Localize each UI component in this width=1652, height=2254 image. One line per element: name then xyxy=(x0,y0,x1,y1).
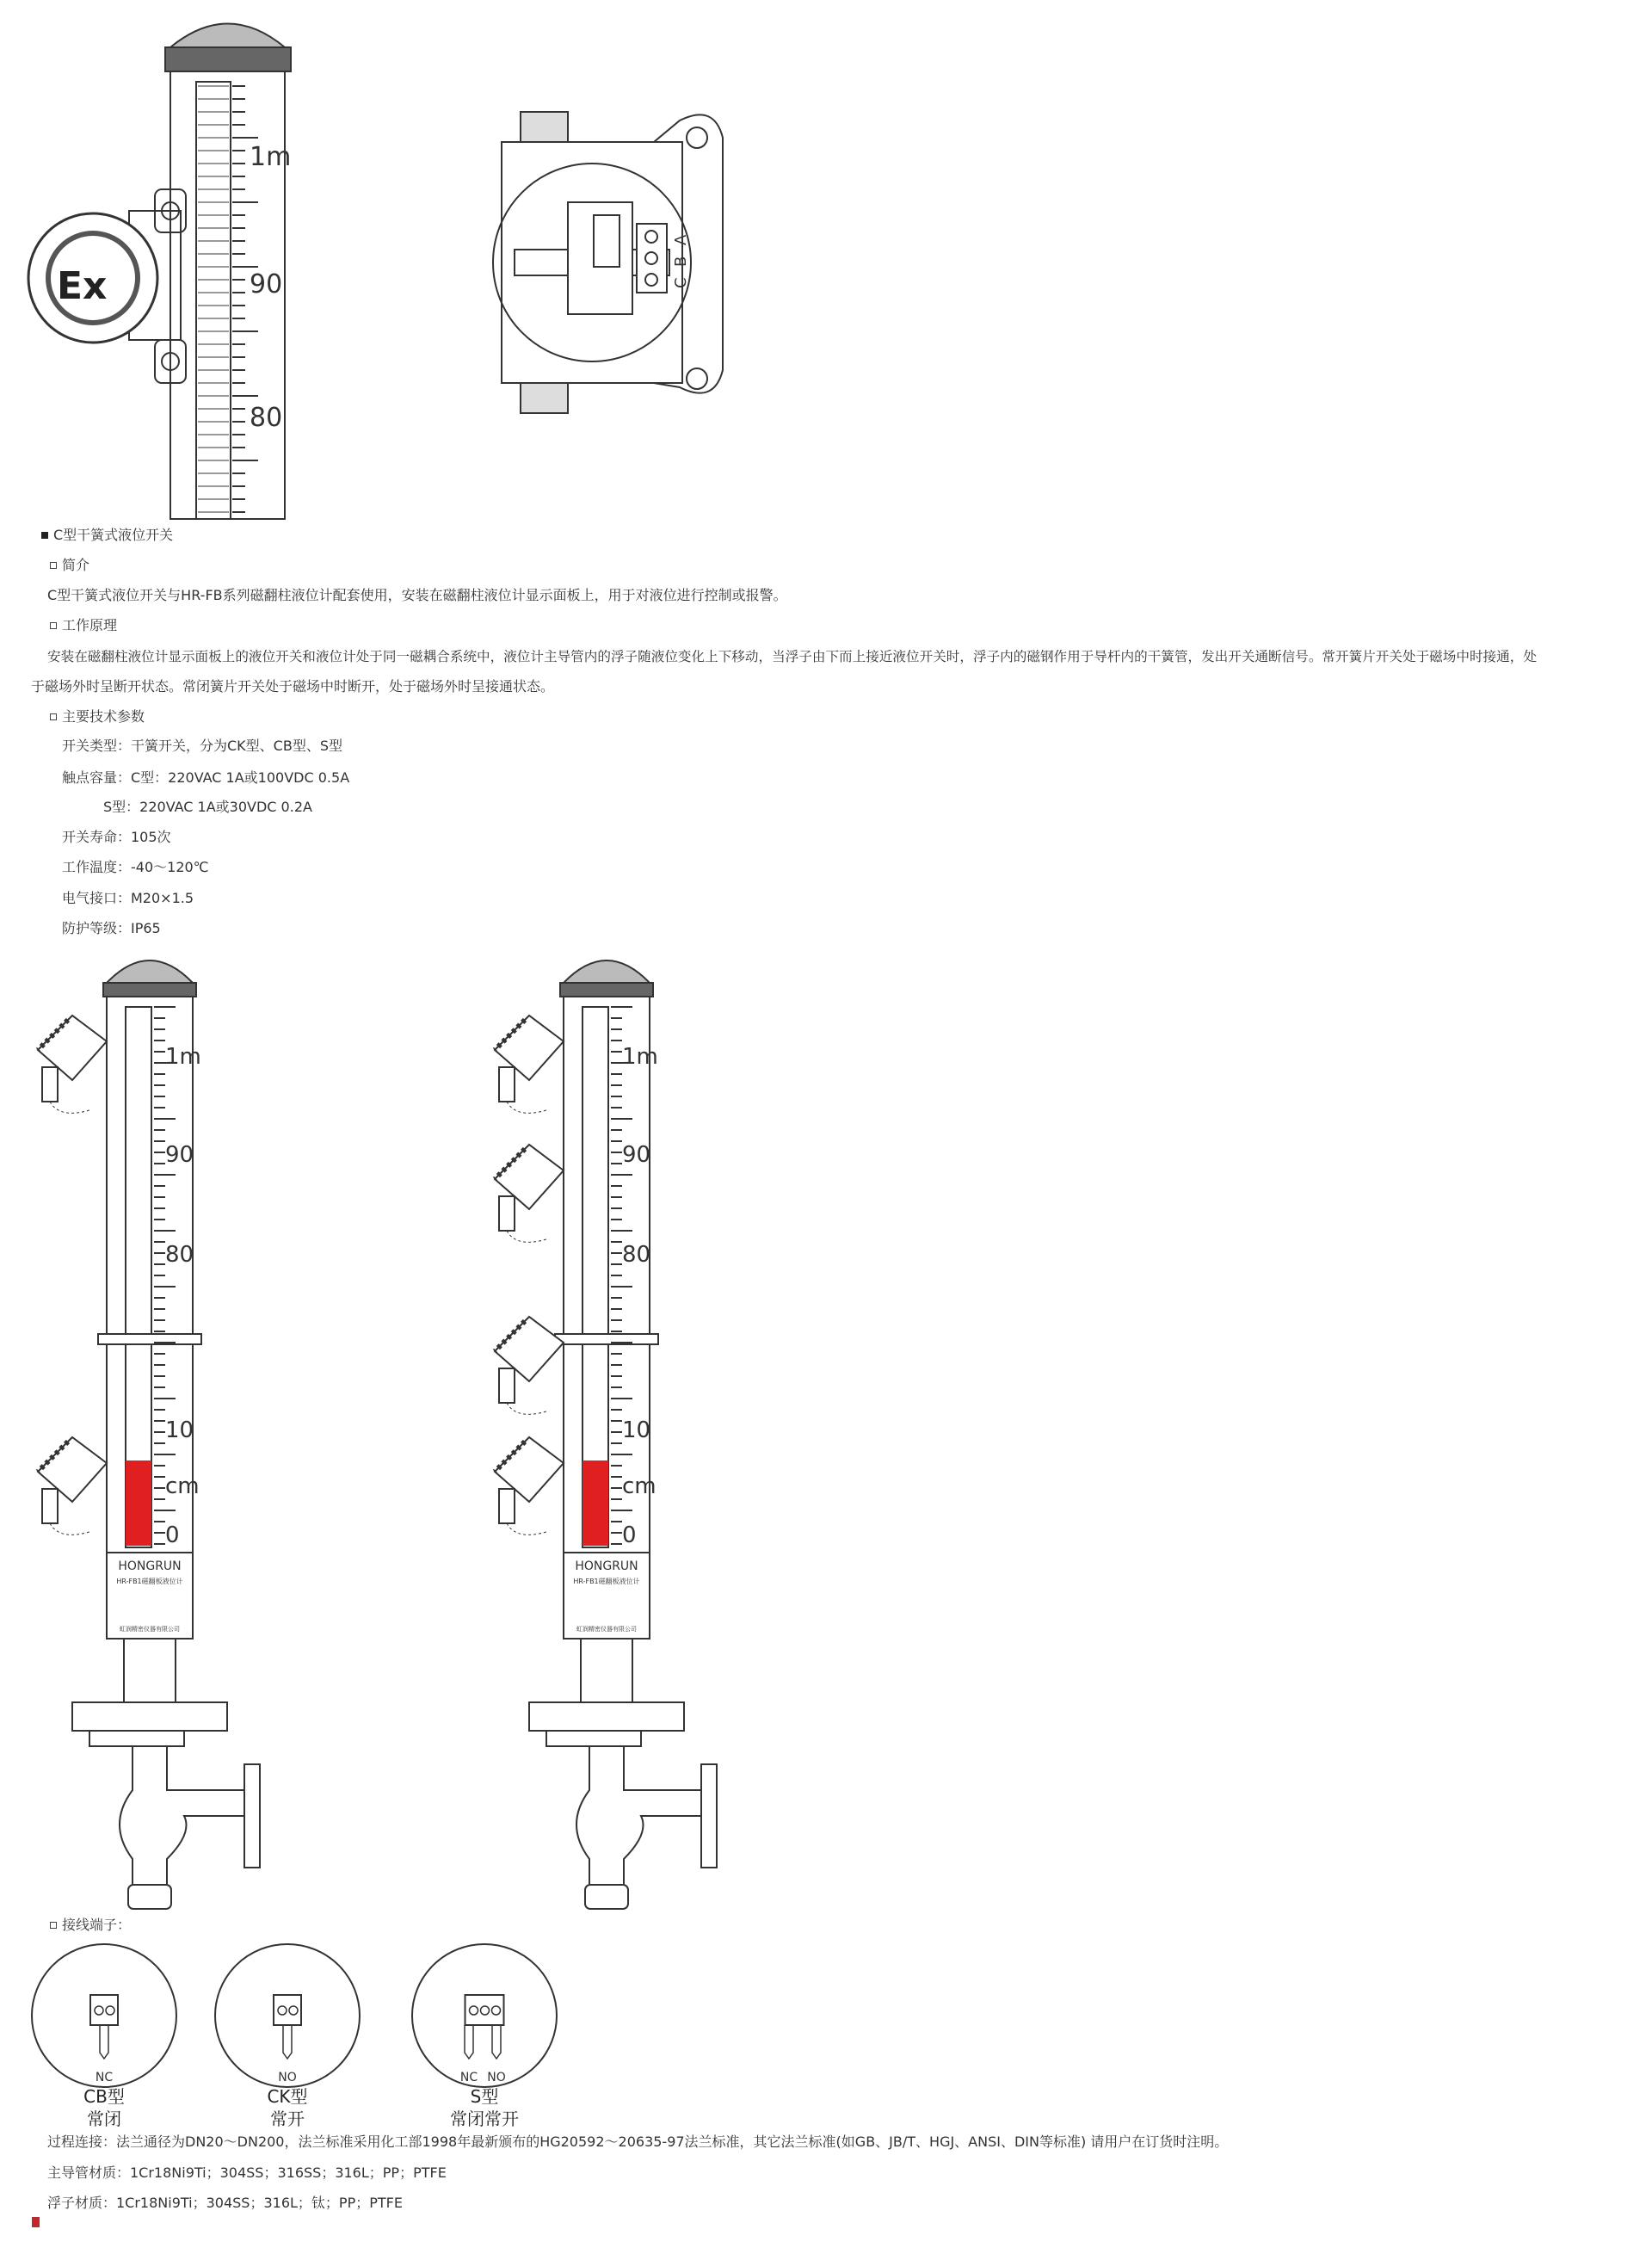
reed-lead xyxy=(100,2025,108,2059)
cap-band xyxy=(560,983,653,997)
scale-mark: 90 xyxy=(250,269,283,300)
svg-text:C: C xyxy=(672,277,690,288)
bolts xyxy=(546,1731,641,1746)
flange xyxy=(529,1702,684,1731)
ex-mark: Ex xyxy=(57,264,108,308)
valve-body xyxy=(120,1746,244,1885)
terminal-circle xyxy=(412,1944,557,2087)
scale-mark: 0 xyxy=(165,1522,180,1548)
params-heading: 主要技术参数 xyxy=(50,708,145,726)
bullet-icon xyxy=(41,532,48,539)
junction-box-drawing xyxy=(493,112,723,413)
brand-label: HONGRUN xyxy=(575,1559,638,1573)
pin-label: NC xyxy=(95,2071,114,2084)
scale-mark: 90 xyxy=(622,1142,651,1168)
switch-head xyxy=(495,1317,564,1381)
bullet-icon xyxy=(50,622,57,629)
pipe xyxy=(124,1639,176,1702)
flange-break xyxy=(555,1334,658,1344)
cable-gland xyxy=(499,1196,515,1231)
valve-drain xyxy=(128,1885,171,1909)
cable xyxy=(50,1102,89,1113)
reed-lead xyxy=(492,2025,501,2059)
terminal-type-ck: CK型 常开 xyxy=(267,2086,308,2129)
terminals-heading: 接线端子： xyxy=(50,1917,131,1934)
maker-label: 虹润精密仪器有限公司 xyxy=(576,1626,637,1633)
switch-head xyxy=(495,1437,564,1502)
cable xyxy=(507,1523,546,1535)
scale-mark: cm xyxy=(165,1473,200,1499)
maker-label: 虹润精密仪器有限公司 xyxy=(120,1626,180,1633)
cable-gland xyxy=(42,1489,58,1523)
scale-mark: cm xyxy=(622,1473,656,1499)
cable-gland xyxy=(42,1067,58,1102)
param-item: 开关寿命：105次 xyxy=(62,829,171,845)
scale-mark: 1m xyxy=(165,1044,201,1070)
top-gauge-drawing xyxy=(28,24,291,520)
float-material: 浮子材质：1Cr18Ni9Ti；304SS；316L；钛；PP；PTFE xyxy=(47,2195,403,2211)
param-item: 工作温度：-40～120℃ xyxy=(62,859,209,875)
cable-gland xyxy=(499,1067,515,1102)
cap-band xyxy=(103,983,196,997)
pipe xyxy=(581,1639,632,1702)
bullet-icon xyxy=(50,562,57,569)
scale-mark: 1m xyxy=(250,142,292,172)
switch-head xyxy=(38,1016,107,1080)
terminal-type-s: S型 常闭常开 xyxy=(450,2086,519,2129)
screw xyxy=(289,2006,298,2015)
param-item: 开关类型：干簧开关，分为CK型、CB型、S型 xyxy=(62,738,342,754)
level-indicator xyxy=(583,1460,608,1546)
principle-heading: 工作原理 xyxy=(50,617,117,634)
screw xyxy=(106,2006,114,2015)
process-connection: 过程连接：法兰通径为DN20～DN200，法兰标准采用化工部1998年最新颁布的HG20592～20635-97法兰标准，其它法兰标准(如GB、JB/T、HGJ、ANSI、DIN等标准) 请用户在订货时注明。 xyxy=(47,2134,1229,2150)
screw xyxy=(470,2006,478,2015)
cable xyxy=(507,1403,546,1414)
reed-lead xyxy=(465,2025,473,2059)
scale-mark: 80 xyxy=(622,1242,651,1268)
bullet-icon xyxy=(50,1922,57,1929)
scale-mark: 0 xyxy=(622,1522,637,1548)
level-indicator xyxy=(126,1460,151,1546)
scale-mark: 80 xyxy=(165,1242,194,1268)
scale-mark: 80 xyxy=(250,403,283,433)
cable xyxy=(50,1523,89,1535)
scale-mark: 10 xyxy=(622,1417,651,1443)
param-item: 电气接口：M20×1.5 xyxy=(62,890,194,906)
top-cap xyxy=(107,960,193,983)
cable-gland xyxy=(499,1368,515,1403)
cable xyxy=(507,1102,546,1113)
screw xyxy=(278,2006,287,2015)
param-item: S型：220VAC 1A或30VDC 0.2A xyxy=(103,799,312,815)
bullet-icon xyxy=(50,713,57,720)
reed-lead xyxy=(283,2025,292,2059)
cable xyxy=(507,1231,546,1242)
section-title: C型干簧式液位开关 xyxy=(41,527,173,544)
model-label: HR-FB1磁翻板液位计 xyxy=(116,1578,183,1585)
terminal-diagrams xyxy=(32,1944,557,2087)
screw xyxy=(481,2006,490,2015)
switch-head xyxy=(38,1437,107,1502)
brand-label: HONGRUN xyxy=(118,1559,182,1573)
pin-label: NC xyxy=(459,2071,478,2084)
gauge-with-two-switches xyxy=(38,960,260,1909)
cable-gland xyxy=(499,1489,515,1523)
terminal-circle xyxy=(215,1944,360,2087)
intro-heading: 简介 xyxy=(50,557,89,574)
param-item: 触点容量：C型：220VAC 1A或100VDC 0.5A xyxy=(62,769,350,786)
tube-material: 主导管材质：1Cr18Ni9Ti；304SS；316SS；316L；PP；PTFE xyxy=(47,2164,447,2181)
intro-text: C型干簧式液位开关与HR-FB系列磁翻柱液位计配套使用，安装在磁翻柱液位计显示面板上，用于对液位进行控制或报警。 xyxy=(47,587,787,603)
scale-mark: 10 xyxy=(165,1417,194,1443)
param-item: 防护等级：IP65 xyxy=(62,920,161,936)
svg-text:A: A xyxy=(672,234,690,245)
handwheel xyxy=(701,1764,717,1868)
pin-label: NO xyxy=(278,2071,297,2084)
pin-label: NO xyxy=(487,2071,506,2084)
gauge-with-four-switches xyxy=(495,960,717,1909)
broken-image-icon xyxy=(32,2217,40,2227)
flange-break xyxy=(98,1334,201,1344)
bolts xyxy=(89,1731,184,1746)
scale-mark: 1m xyxy=(622,1044,658,1070)
scale-mark: 90 xyxy=(165,1142,194,1168)
principle-text: 安装在磁翻柱液位计显示面板上的液位开关和液位计处于同一磁耦合系统中，液位计主导管内的浮子随液位变化上下移动，当浮子由下而上接近液位开关时，浮子内的磁钢作用于导杆内的干簧管，发出开关通断信号。常开簧片开关处于磁场中时接通，处 xyxy=(47,649,1537,664)
terminal-block xyxy=(465,1995,504,2025)
model-label: HR-FB1磁翻板液位计 xyxy=(573,1578,640,1585)
valve-body xyxy=(576,1746,701,1885)
principle-text: 于磁场外时呈断开状态。常闭簧片开关处于磁场中时断开，处于磁场外时呈接通状态。 xyxy=(31,678,555,695)
svg-text:B: B xyxy=(672,256,690,267)
valve-drain xyxy=(585,1885,628,1909)
screw xyxy=(492,2006,501,2015)
top-cap xyxy=(564,960,650,983)
screw xyxy=(95,2006,103,2015)
switch-head xyxy=(495,1145,564,1209)
switch-head xyxy=(495,1016,564,1080)
handwheel xyxy=(244,1764,260,1868)
terminal-type-cb: CB型 常闭 xyxy=(83,2086,125,2129)
flange xyxy=(72,1702,227,1731)
terminal-circle xyxy=(32,1944,176,2087)
